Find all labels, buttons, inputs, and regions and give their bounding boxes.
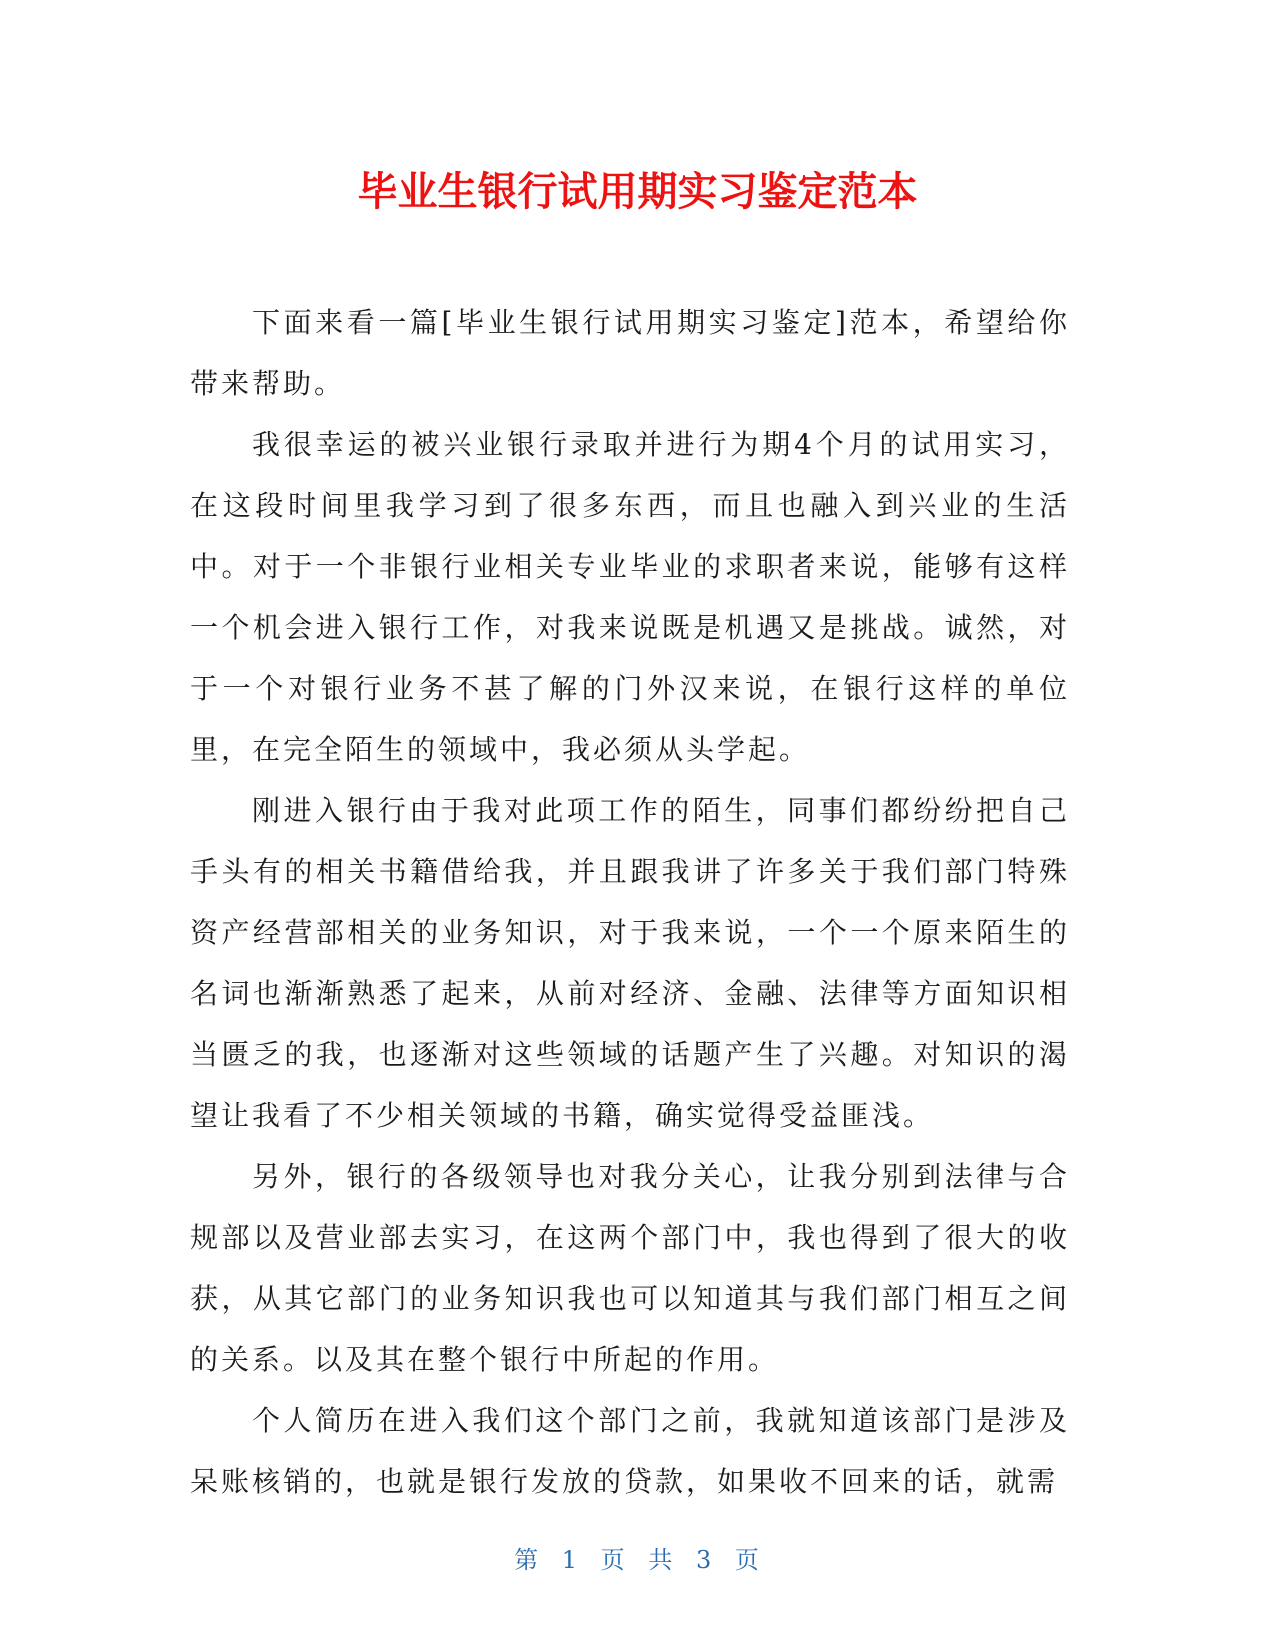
footer-total-unit: 页: [734, 1546, 761, 1574]
footer-prefix: 第: [514, 1546, 541, 1574]
footer-total-pages: 3: [695, 1546, 714, 1574]
footer-page-unit: 页: [600, 1546, 627, 1574]
page-footer: [0, 1540, 1275, 1575]
document-title: 毕业生银行试用期实习鉴定范本: [357, 169, 918, 215]
footer-current-page: 1: [561, 1546, 580, 1574]
paragraph-department-intro: 个人简历在进入我们这个部门之前，我就知道该部门是涉及呆账核销的，也就是银行发放的贷款，如果收不回来的话，就需: [190, 1404, 1070, 1498]
paragraph-colleagues: 刚进入银行由于我对此项工作的陌生，同事们都纷纷把自己手头有的相关书籍借给我，并且跟我讲了许多关于我们部门特殊资产经营部相关的业务知识，对于我来说，一个一个原来陌生的名词也渐渐熟悉了起来，从前对经济、金融、法律等方面知识相当匮乏的我，也逐渐对这些领域的话题产生了兴趣。对知识的渴望让我看了不少相关领域的书籍，确实觉得受益匪浅。: [190, 794, 1070, 1132]
paragraph-departments: 另外，银行的各级领导也对我分关心，让我分别到法律与合规部以及营业部去实习，在这两个部门中，我也得到了很大的收获，从其它部门的业务知识我也可以知道其与我们部门相互之间的关系。以及其在整个银行中所起的作用。: [190, 1160, 1070, 1376]
footer-total-prefix: 共: [648, 1546, 675, 1574]
document-body: [190, 292, 1070, 1512]
paragraph-internship: 我很幸运的被兴业银行录取并进行为期4个月的试用实习，在这段时间里我学习到了很多东西，而且也融入到兴业的生活中。对于一个非银行业相关专业毕业的求职者来说，能够有这样一个机会进入银行工作，对我来说既是机遇又是挑战。诚然，对于一个对银行业务不甚了解的门外汉来说，在银行这样的单位里，在完全陌生的领域中，我必须从头学起。: [190, 428, 1070, 766]
paragraph-intro: 下面来看一篇[毕业生银行试用期实习鉴定]范本，希望给你带来帮助。: [190, 306, 1070, 400]
